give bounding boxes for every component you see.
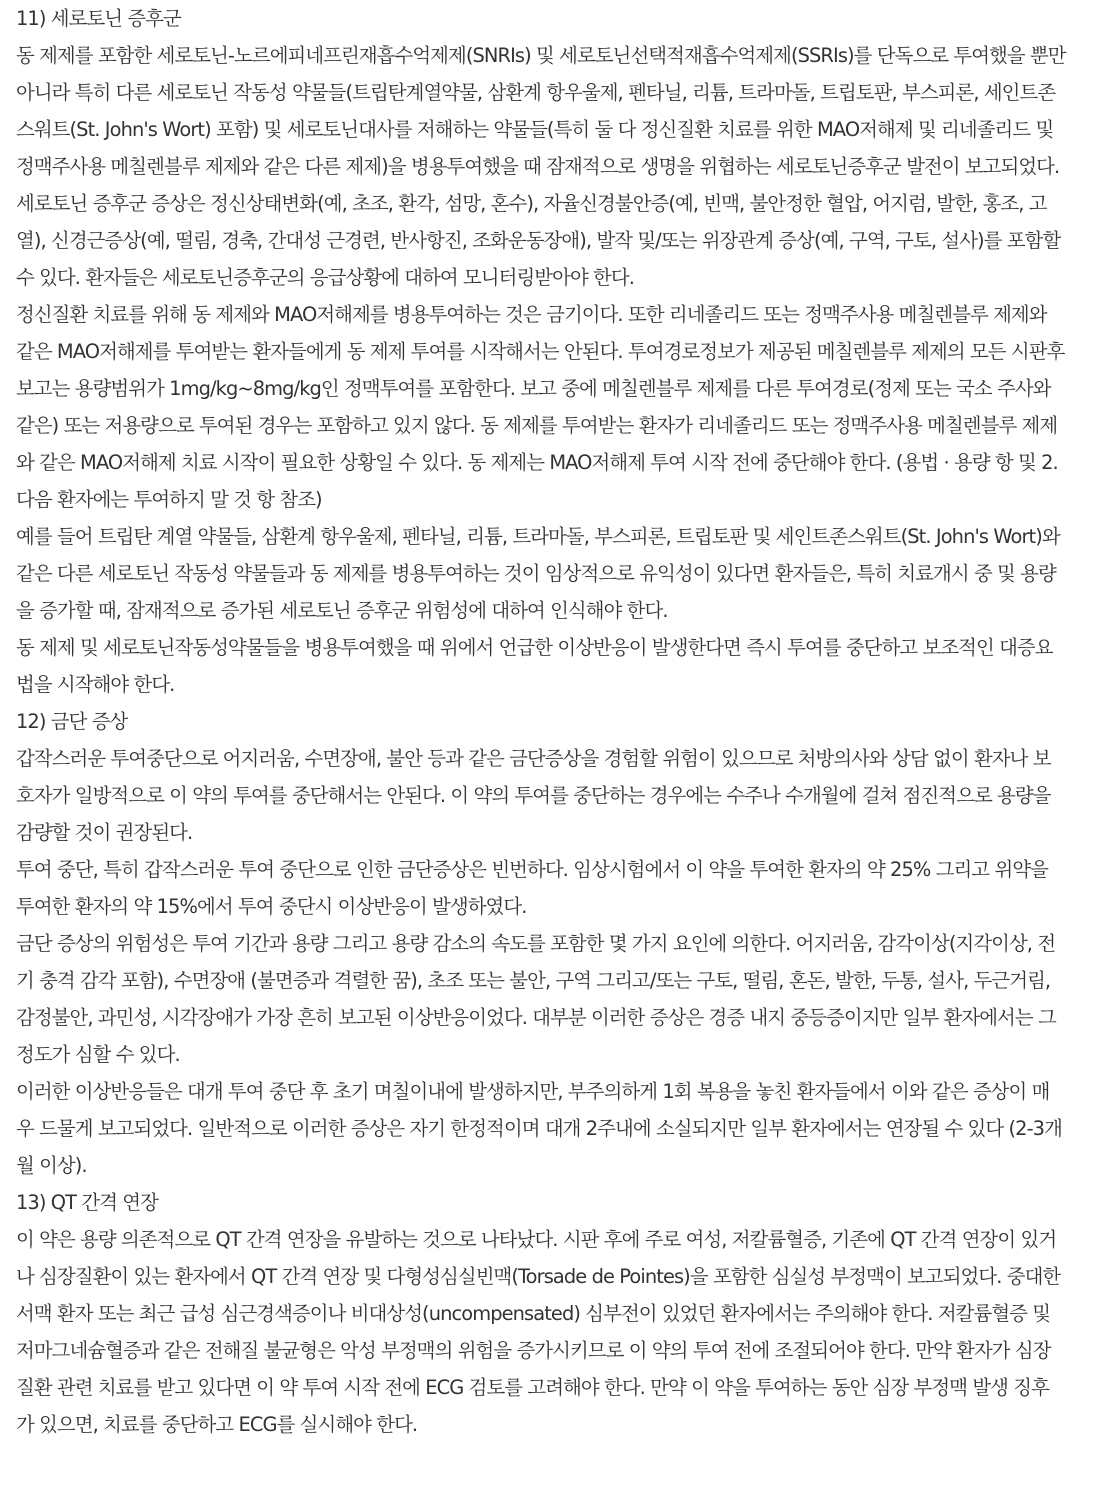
section-11-heading: 11) 세로토닌 증후군 xyxy=(16,7,181,30)
section-12-paragraph-4: 이러한 이상반응들은 대개 투여 중단 후 초기 며칠이내에 발생하지만, 부주의하게 1회 복용을 놓친 환자들에서 이와 같은 증상이 매우 드물게 보고되었다. 일반적으로 이러한 증상은 자기 한정적이며 대개 2주내에 소실되지만 일부 환자에서는 연장될 수 있다 (2-3개월 이상). xyxy=(16,1080,1062,1177)
section-11-paragraph-1: 동 제제를 포함한 세로토닌-노르에피네프린재흡수억제제(SNRIs) 및 세로토닌선택적재흡수억제제(SSRIs)를 단독으로 투여했을 뿐만 아니라 특히 다른 세로토닌 작동성 약물들(트립탄계열약물, 삼환계 항우울제, 펜타닐, 리튬, 트라마돌, 트립토판, 부스피론, 세인트존스워트(St. John's Wort) 포함) 및 세로토닌대사를 저해하는 약물들(특히 둘 다 정신질환 치료를 위한 MAO저해제 및 리네졸리드 및 정맥주사용 메칠렌블루 제제와 같은 다른 제제)을 병용투여했을 때 잠재적으로 생명을 위협하는 세로토닌증후군 발전이 보고되었다. xyxy=(16,44,1066,178)
section-13-paragraph-1: 이 약은 용량 의존적으로 QT 간격 연장을 유발하는 것으로 나타났다. 시판 후에 주로 여성, 저칼륨혈증, 기존에 QT 간격 연장이 있거나 심장질환이 있는 환자에서 QT 간격 연장 및 다형성심실빈맥(Torsade de Pointes)을 포함한 심실성 부정맥이 보고되었다. 중대한 서맥 환자 또는 최근 급성 심근경색증이나 비대상성(uncompensated) 심부전이 있었던 환자에서는 주의해야 한다. 저칼륨혈증 및 저마그네슘혈증과 같은 전해질 불균형은 악성 부정맥의 위험을 증가시키므로 이 약의 투여 전에 조절되어야 한다. 만약 환자가 심장질환 관련 치료를 받고 있다면 이 약 투여 시작 전에 ECG 검토를 고려해야 한다. 만약 이 약을 투여하는 동안 심장 부정맥 발생 징후가 있으면, 치료를 중단하고 ECG를 실시해야 한다. xyxy=(16,1228,1061,1436)
section-12-heading: 12) 금단 증상 xyxy=(16,710,128,733)
section-13-heading: 13) QT 간격 연장 xyxy=(16,1191,158,1214)
section-12-paragraph-2: 투여 중단, 특히 갑작스러운 투여 중단으로 인한 금단증상은 빈번하다. 임상시험에서 이 약을 투여한 환자의 약 25% 그리고 위약을 투여한 환자의 약 15%에서 투여 중단시 이상반응이 발생하였다. xyxy=(16,858,1048,918)
section-12-paragraph-3: 금단 증상의 위험성은 투여 기간과 용량 그리고 용량 감소의 속도를 포함한 몇 가지 요인에 의한다. 어지러움, 감각이상(지각이상, 전기 충격 감각 포함), 수면장애 (불면증과 격렬한 꿈), 초조 또는 불안, 구역 그리고/또는 구토, 떨림, 혼돈, 발한, 두통, 설사, 두근거림, 감정불안, 과민성, 시각장애가 가장 흔히 보고된 이상반응이었다. 대부분 이러한 증상은 경증 내지 중등증이지만 일부 환자에서는 그 정도가 심할 수 있다. xyxy=(16,932,1056,1066)
section-12-paragraph-1: 갑작스러운 투여중단으로 어지러움, 수면장애, 불안 등과 같은 금단증상을 경험할 위험이 있으므로 처방의사와 상담 없이 환자나 보호자가 일방적으로 이 약의 투여를 중단해서는 안된다. 이 약의 투여를 중단하는 경우에는 수주나 수개월에 걸쳐 점진적으로 용량을 감량할 것이 권장된다. xyxy=(16,747,1051,844)
section-11-paragraph-5: 동 제제 및 세로토닌작동성약물들을 병용투여했을 때 위에서 언급한 이상반응이 발생한다면 즉시 투여를 중단하고 보조적인 대증요법을 시작해야 한다. xyxy=(16,636,1053,696)
section-11-paragraph-2: 세로토닌 증후군 증상은 정신상태변화(예, 초조, 환각, 섬망, 혼수), 자율신경불안증(예, 빈맥, 불안정한 혈압, 어지럼, 발한, 홍조, 고열), 신경근증상(예, 떨림, 경축, 간대성 근경련, 반사항진, 조화운동장애), 발작 및/또는 위장관계 증상(예, 구역, 구토, 설사)를 포함할 수 있다. 환자들은 세로토닌증후군의 응급상황에 대하여 모니터링받아야 한다. xyxy=(16,192,1061,289)
section-11-paragraph-4: 예를 들어 트립탄 계열 약물들, 삼환계 항우울제, 펜타닐, 리튬, 트라마돌, 부스피론, 트립토판 및 세인트존스워트(St. John's Wort)와 같은 다른 세로토닌 작동성 약물들과 동 제제를 병용투여하는 것이 임상적으로 유익성이 있다면 환자들은, 특히 치료개시 중 및 용량을 증가할 때, 잠재적으로 증가된 세로토닌 증후군 위험성에 대하여 인식해야 한다. xyxy=(16,525,1060,622)
section-11-paragraph-3: 정신질환 치료를 위해 동 제제와 MAO저해제를 병용투여하는 것은 금기이다. 또한 리네졸리드 또는 정맥주사용 메칠렌블루 제제와 같은 MAO저해제를 투여받는 환자들에게 동 제제 투여를 시작해서는 안된다. 투여경로정보가 제공된 메칠렌블루 제제의 모든 시판후 보고는 용량범위가 1mg/kg~8mg/kg인 정맥투여를 포함한다. 보고 중에 메칠렌블루 제제를 다른 투여경로(정제 또는 국소 주사와 같은) 또는 저용량으로 투여된 경우는 포함하고 있지 않다. 동 제제를 투여받는 환자가 리네졸리드 또는 정맥주사용 메칠렌블루 제제와 같은 MAO저해제 치료 시작이 필요한 상황일 수 있다. 동 제제는 MAO저해제 투여 시작 전에 중단해야 한다. (용법 · 용량 항 및 2. 다음 환자에는 투여하지 말 것 항 참조) xyxy=(16,303,1065,511)
